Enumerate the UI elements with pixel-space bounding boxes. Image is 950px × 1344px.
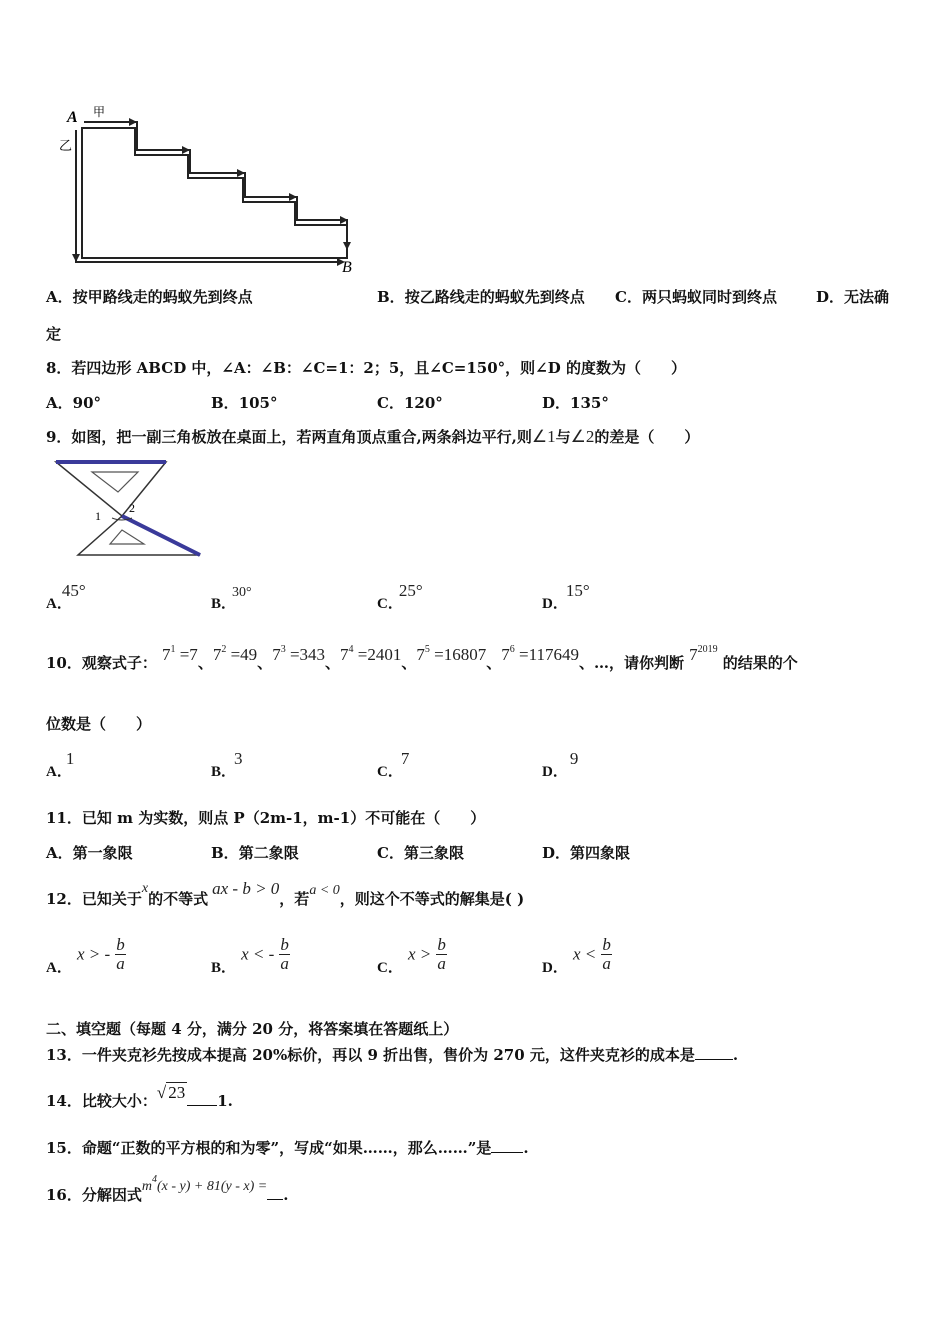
q12-option-c[interactable]: C． x > $\frac{b}{a}$ — [377, 935, 446, 976]
q9-option-a[interactable]: A．45° — [46, 581, 86, 612]
q7-option-d-wrap: 定 — [46, 325, 62, 343]
q10-term-6: $7^6 =117649$ — [501, 644, 579, 664]
q12-option-b[interactable]: B． x < - $\frac{b}{a}$ — [211, 935, 289, 976]
angle-label-2: 2 — [129, 501, 135, 515]
fraction: $\frac{b}{a}$ — [437, 935, 446, 973]
answer-blank[interactable] — [491, 1138, 523, 1153]
fraction: $\frac{b}{a}$ — [602, 935, 611, 973]
angle-label-1: 1 — [95, 509, 101, 523]
q13-question: 13．一件夹克衫先按成本提高 20%标价，再以 9 折出售，售价为 270 元，这件夹克衫的成本是 . — [46, 1046, 739, 1064]
q10-target-power: $7^{2019}$ — [689, 644, 718, 664]
q10-term-5: $7^5 =16807$ — [416, 644, 487, 664]
answer-blank[interactable] — [267, 1185, 283, 1200]
label-jia: 甲 — [93, 105, 106, 119]
q10-question: 10．观察式子： $7^1 =7$、$7^2 =49$、$7^3 =343$、$7^4 =2401$、$7^5 =16807$、$7^6 =117649$、…，请你判断 $7^{2019}$ 的结果的个 — [46, 644, 798, 672]
q12-option-d[interactable]: D． x < $\frac{b}{a}$ — [542, 935, 611, 976]
q8-option-a[interactable]: A．90° — [46, 394, 102, 412]
q8-option-d[interactable]: D．135° — [542, 394, 609, 412]
q11-option-d[interactable]: D．第四象限 — [542, 844, 631, 862]
staircase-figure — [55, 100, 375, 275]
q12-option-a[interactable]: A． x > - $\frac{b}{a}$ — [46, 935, 125, 976]
answer-blank[interactable] — [187, 1091, 217, 1106]
q9-option-b[interactable]: B．30° — [211, 585, 252, 612]
q10-option-b[interactable]: B．3 — [211, 749, 243, 780]
section-2-title: 二、填空题（每题 4 分，满分 20 分，将答案填在答题纸上） — [46, 1020, 459, 1038]
q15-question: 15．命题“正数的平方根的和为零”，写成“如果……，那么……”是 . — [46, 1139, 529, 1157]
q10-option-c[interactable]: C．7 — [377, 749, 410, 780]
factor-expression: $m^4(x - y) + 81(y - x)$ = — [141, 1174, 268, 1194]
q10-term-4: $7^4 =2401$ — [340, 644, 402, 664]
q7-option-c[interactable]: C．两只蚂蚁同时到终点 — [615, 288, 777, 306]
q10-question-line2: 位数是（ ） — [46, 715, 152, 733]
label-yi: 乙 — [59, 139, 73, 154]
q9-option-d[interactable]: D．15° — [542, 581, 590, 612]
q14-question: 14．比较大小：√ 23 1. — [46, 1083, 233, 1110]
fraction: $\frac{b}{a}$ — [116, 935, 125, 973]
q8-option-b[interactable]: B．105° — [211, 394, 278, 412]
q8-question: 8．若四边形 ABCD 中，∠A：∠B：∠C=1：2；5，且∠C=150°，则∠D 的度数为（ ） — [46, 359, 686, 377]
q10-term-3: $7^3 =343$ — [272, 644, 326, 664]
q16-question: 16．分解因式$m^4(x - y) + 81(y - x)$ = . — [46, 1174, 289, 1204]
q11-option-a[interactable]: A．第一象限 — [46, 844, 133, 862]
label-a: A — [67, 109, 78, 126]
q7-option-b[interactable]: B．按乙路线走的蚂蚁先到终点 — [377, 288, 585, 306]
triangle-boards-figure — [52, 458, 207, 563]
answer-blank[interactable] — [695, 1045, 733, 1060]
q10-term-1: $7^1 =7$ — [161, 644, 198, 664]
q10-option-d[interactable]: D．9 — [542, 749, 579, 780]
q9-option-c[interactable]: C．25° — [377, 581, 423, 612]
q11-option-c[interactable]: C．第三象限 — [377, 844, 464, 862]
q10-option-a[interactable]: A．1 — [46, 749, 75, 780]
q7-option-a[interactable]: A．按甲路线走的蚂蚁先到终点 — [46, 288, 253, 306]
q10-term-2: $7^2 =49$ — [212, 644, 258, 664]
q9-question: 9．如图，把一副三角板放在桌面上，若两直角顶点重合,两条斜边平行,则∠1与∠2的差是（ ） — [46, 427, 700, 446]
q7-option-d[interactable]: D．无法确 — [816, 288, 890, 306]
q11-question: 11．已知 m 为实数，则点 P（2m-1，m-1）不可能在（ ） — [46, 809, 486, 827]
q8-option-c[interactable]: C．120° — [377, 394, 443, 412]
fraction: $\frac{b}{a}$ — [280, 935, 289, 973]
sqrt-expression: √ 23 — [156, 1083, 186, 1102]
label-b: B — [342, 259, 352, 275]
q11-option-b[interactable]: B．第二象限 — [211, 844, 299, 862]
q12-question: 12．已知关于x的不等式ax - b > 0，若a < 0，则这个不等式的解集是( ) — [46, 879, 525, 908]
